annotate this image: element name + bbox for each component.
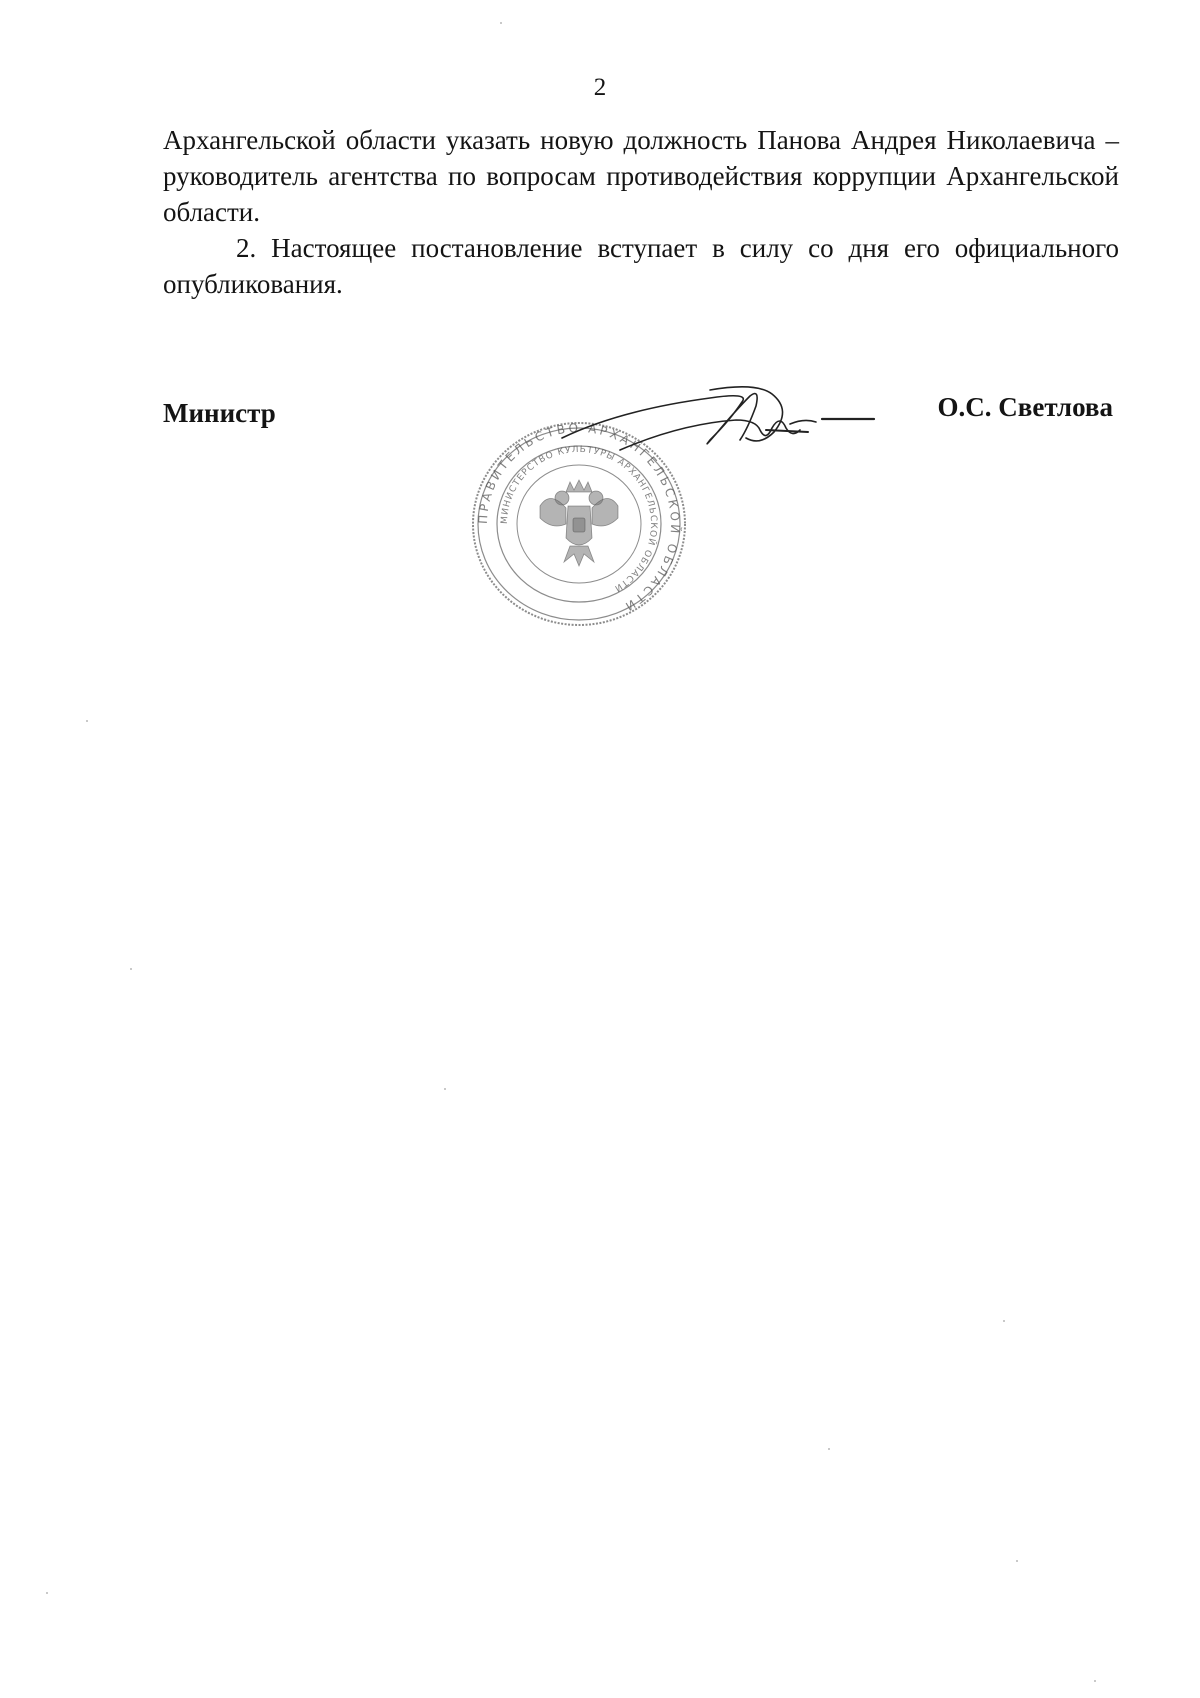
seal-outer-text: ПРАВИТЕЛЬСТВО АРХАНГЕЛЬСКОЙ ОБЛАСТИ [475,420,683,615]
signer-position: Министр [163,398,276,428]
seal-inner-text: МИНИСТЕРСТВО КУЛЬТУРЫ АРХАНГЕЛЬСКОЙ ОБЛАСТИ [499,444,659,594]
scan-speck [1016,1560,1018,1562]
document-body [163,122,1119,302]
scan-speck [1003,1320,1005,1322]
paragraph-2: 2. Настоящее постановление вступает в силу со дня его официального опубликования. [163,233,1119,299]
scan-speck [1094,1680,1096,1682]
scan-speck [86,720,88,722]
handwritten-signature [560,380,880,470]
scan-speck [130,968,132,970]
page-number: 2 [593,74,607,101]
signer-name: О.С. Светлова [937,392,1113,422]
scan-speck [828,1448,830,1450]
scan-speck [444,1088,446,1090]
scan-speck [46,1592,48,1594]
scan-speck [500,22,502,24]
double-headed-eagle-emblem [540,480,618,566]
paragraph-1: Архангельской области указать новую должность Панова Андрея Николаевича – руководитель агентства по вопросам противодействия коррупции Архангельской области. [163,125,1119,227]
